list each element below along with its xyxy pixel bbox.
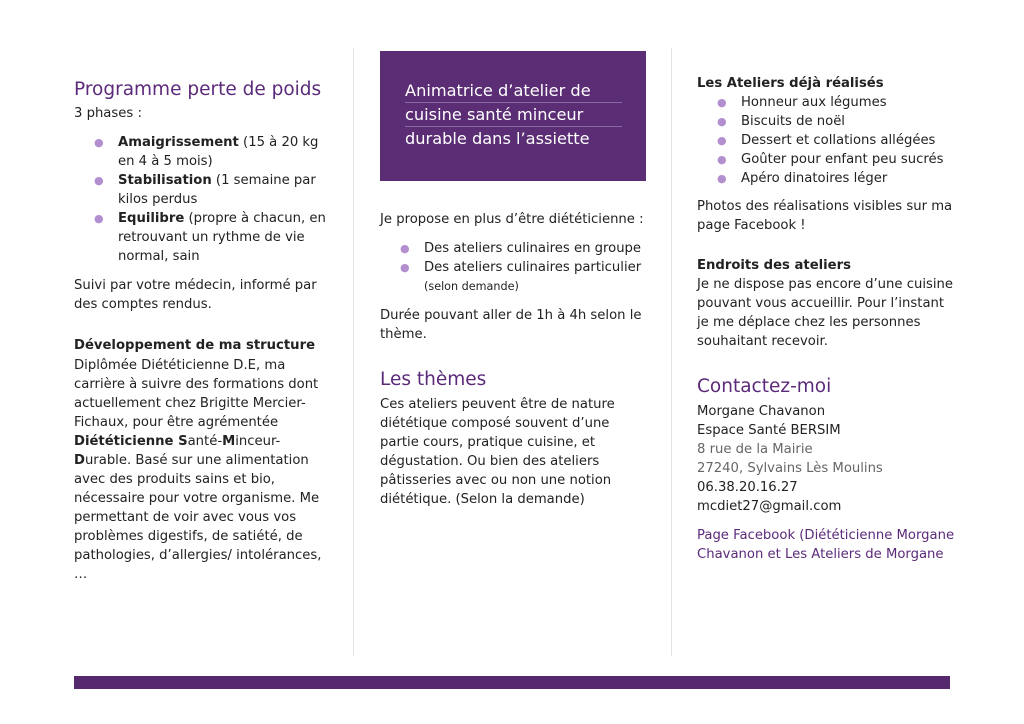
column-divider-left	[353, 48, 354, 656]
banner-line: durable dans l’assiette	[405, 129, 590, 148]
list-item: ● Des ateliers culinaires en groupe	[400, 241, 642, 256]
contact-city: 27240, Sylvains Lès Moulins	[697, 461, 883, 476]
column-divider-right	[671, 48, 672, 656]
structure-text: Diplômée Diététicienne D.E, ma carrière à suivre des formations dont actuellement chez Brigitte Mercier-Fichaux, pour être agrémentée Diététicienne Santé-Minceur-Durable. Basé sur une alimentation avec des produits sains et bio, nécessaire pour votre organisme. Me permettant de voir avec vous vos problèmes digestifs, de satiété, de pathologies, d’allergies/ intolérances, …	[74, 358, 322, 582]
bullet-icon: ●	[400, 261, 410, 274]
bullet-icon: ●	[717, 172, 727, 185]
list-item: ● Des ateliers culinaires particulier (selon demande)	[400, 260, 642, 293]
realised-list	[697, 93, 959, 188]
follow-up-text: Suivi par votre médecin, informé par des comptes rendus.	[74, 278, 317, 312]
realised-heading: Les Ateliers déjà réalisés	[697, 76, 884, 91]
duration-text: Durée pouvant aller de 1h à 4h selon le thème.	[380, 308, 642, 342]
places-text: Je ne dispose pas encore d’une cuisine pouvant vous accueillir. Pour l’instant je me déplace chez les personnes souhaitant recevoir.	[697, 277, 953, 349]
phases-list	[74, 133, 336, 266]
bullet-icon: ●	[717, 134, 727, 147]
contact-name: Morgane Chavanon	[697, 404, 826, 419]
list-item: ● Apéro dinatoires léger	[717, 171, 888, 186]
weight-loss-heading: Programme perte de poids	[74, 79, 322, 100]
list-item: ● Honneur aux légumes	[717, 95, 887, 110]
contact-company: Espace Santé BERSIM	[697, 423, 841, 438]
list-item: ● Stabilisation (1 semaine par kilos perdus	[94, 173, 316, 207]
atelier-note: (selon demande)	[424, 280, 519, 293]
contact-email[interactable]: mcdiet27@gmail.com	[697, 499, 842, 514]
workshop-banner	[380, 51, 646, 181]
contact-street: 8 rue de la Mairie	[697, 442, 813, 457]
bullet-icon: ●	[94, 212, 104, 225]
bullet-icon: ●	[717, 115, 727, 128]
list-item: ● Amaigrissement (15 à 20 kg en 4 à 5 mois)	[94, 135, 319, 169]
list-item: ● Equilibre (propre à chacun, en retrouvant un rythme de vie normal, sain	[94, 211, 326, 264]
banner-line: Animatrice d’atelier de	[405, 79, 622, 103]
column-3	[697, 74, 959, 564]
phases-intro: 3 phases :	[74, 106, 142, 121]
propose-text: Je propose en plus d’être diététicienne :	[380, 212, 644, 227]
bullet-icon: ●	[717, 153, 727, 166]
column-1	[74, 78, 336, 584]
places-heading: Endroits des ateliers	[697, 258, 851, 273]
facebook-link[interactable]: Page Facebook (Diététicienne Morgane Chavanon et Les Ateliers de Morgane	[697, 528, 955, 562]
contact-heading: Contactez-moi	[697, 376, 832, 397]
list-item: ● Dessert et collations allégées	[717, 133, 936, 148]
bullet-icon: ●	[94, 174, 104, 187]
structure-heading: Développement de ma structure	[74, 338, 316, 353]
themes-text: Ces ateliers peuvent être de nature diététique composé souvent d’une partie cours, pratique cuisine, et dégustation. Ou bien des ateliers pâtisseries avec ou non une notion diététique. (Selon la demande)	[380, 397, 615, 507]
banner-line: cuisine santé minceur	[405, 103, 622, 127]
themes-heading: Les thèmes	[380, 369, 487, 390]
photos-text: Photos des réalisations visibles sur ma page Facebook !	[697, 199, 953, 233]
ateliers-list	[380, 239, 646, 296]
contact-phone[interactable]: 06.38.20.16.27	[697, 480, 798, 495]
list-item: ● Goûter pour enfant peu sucrés	[717, 152, 944, 167]
list-item: ● Biscuits de noël	[717, 114, 845, 129]
bullet-icon: ●	[400, 242, 410, 255]
bullet-icon: ●	[717, 96, 727, 109]
column-2	[380, 210, 646, 509]
footer-bar	[74, 676, 950, 689]
bullet-icon: ●	[94, 136, 104, 149]
